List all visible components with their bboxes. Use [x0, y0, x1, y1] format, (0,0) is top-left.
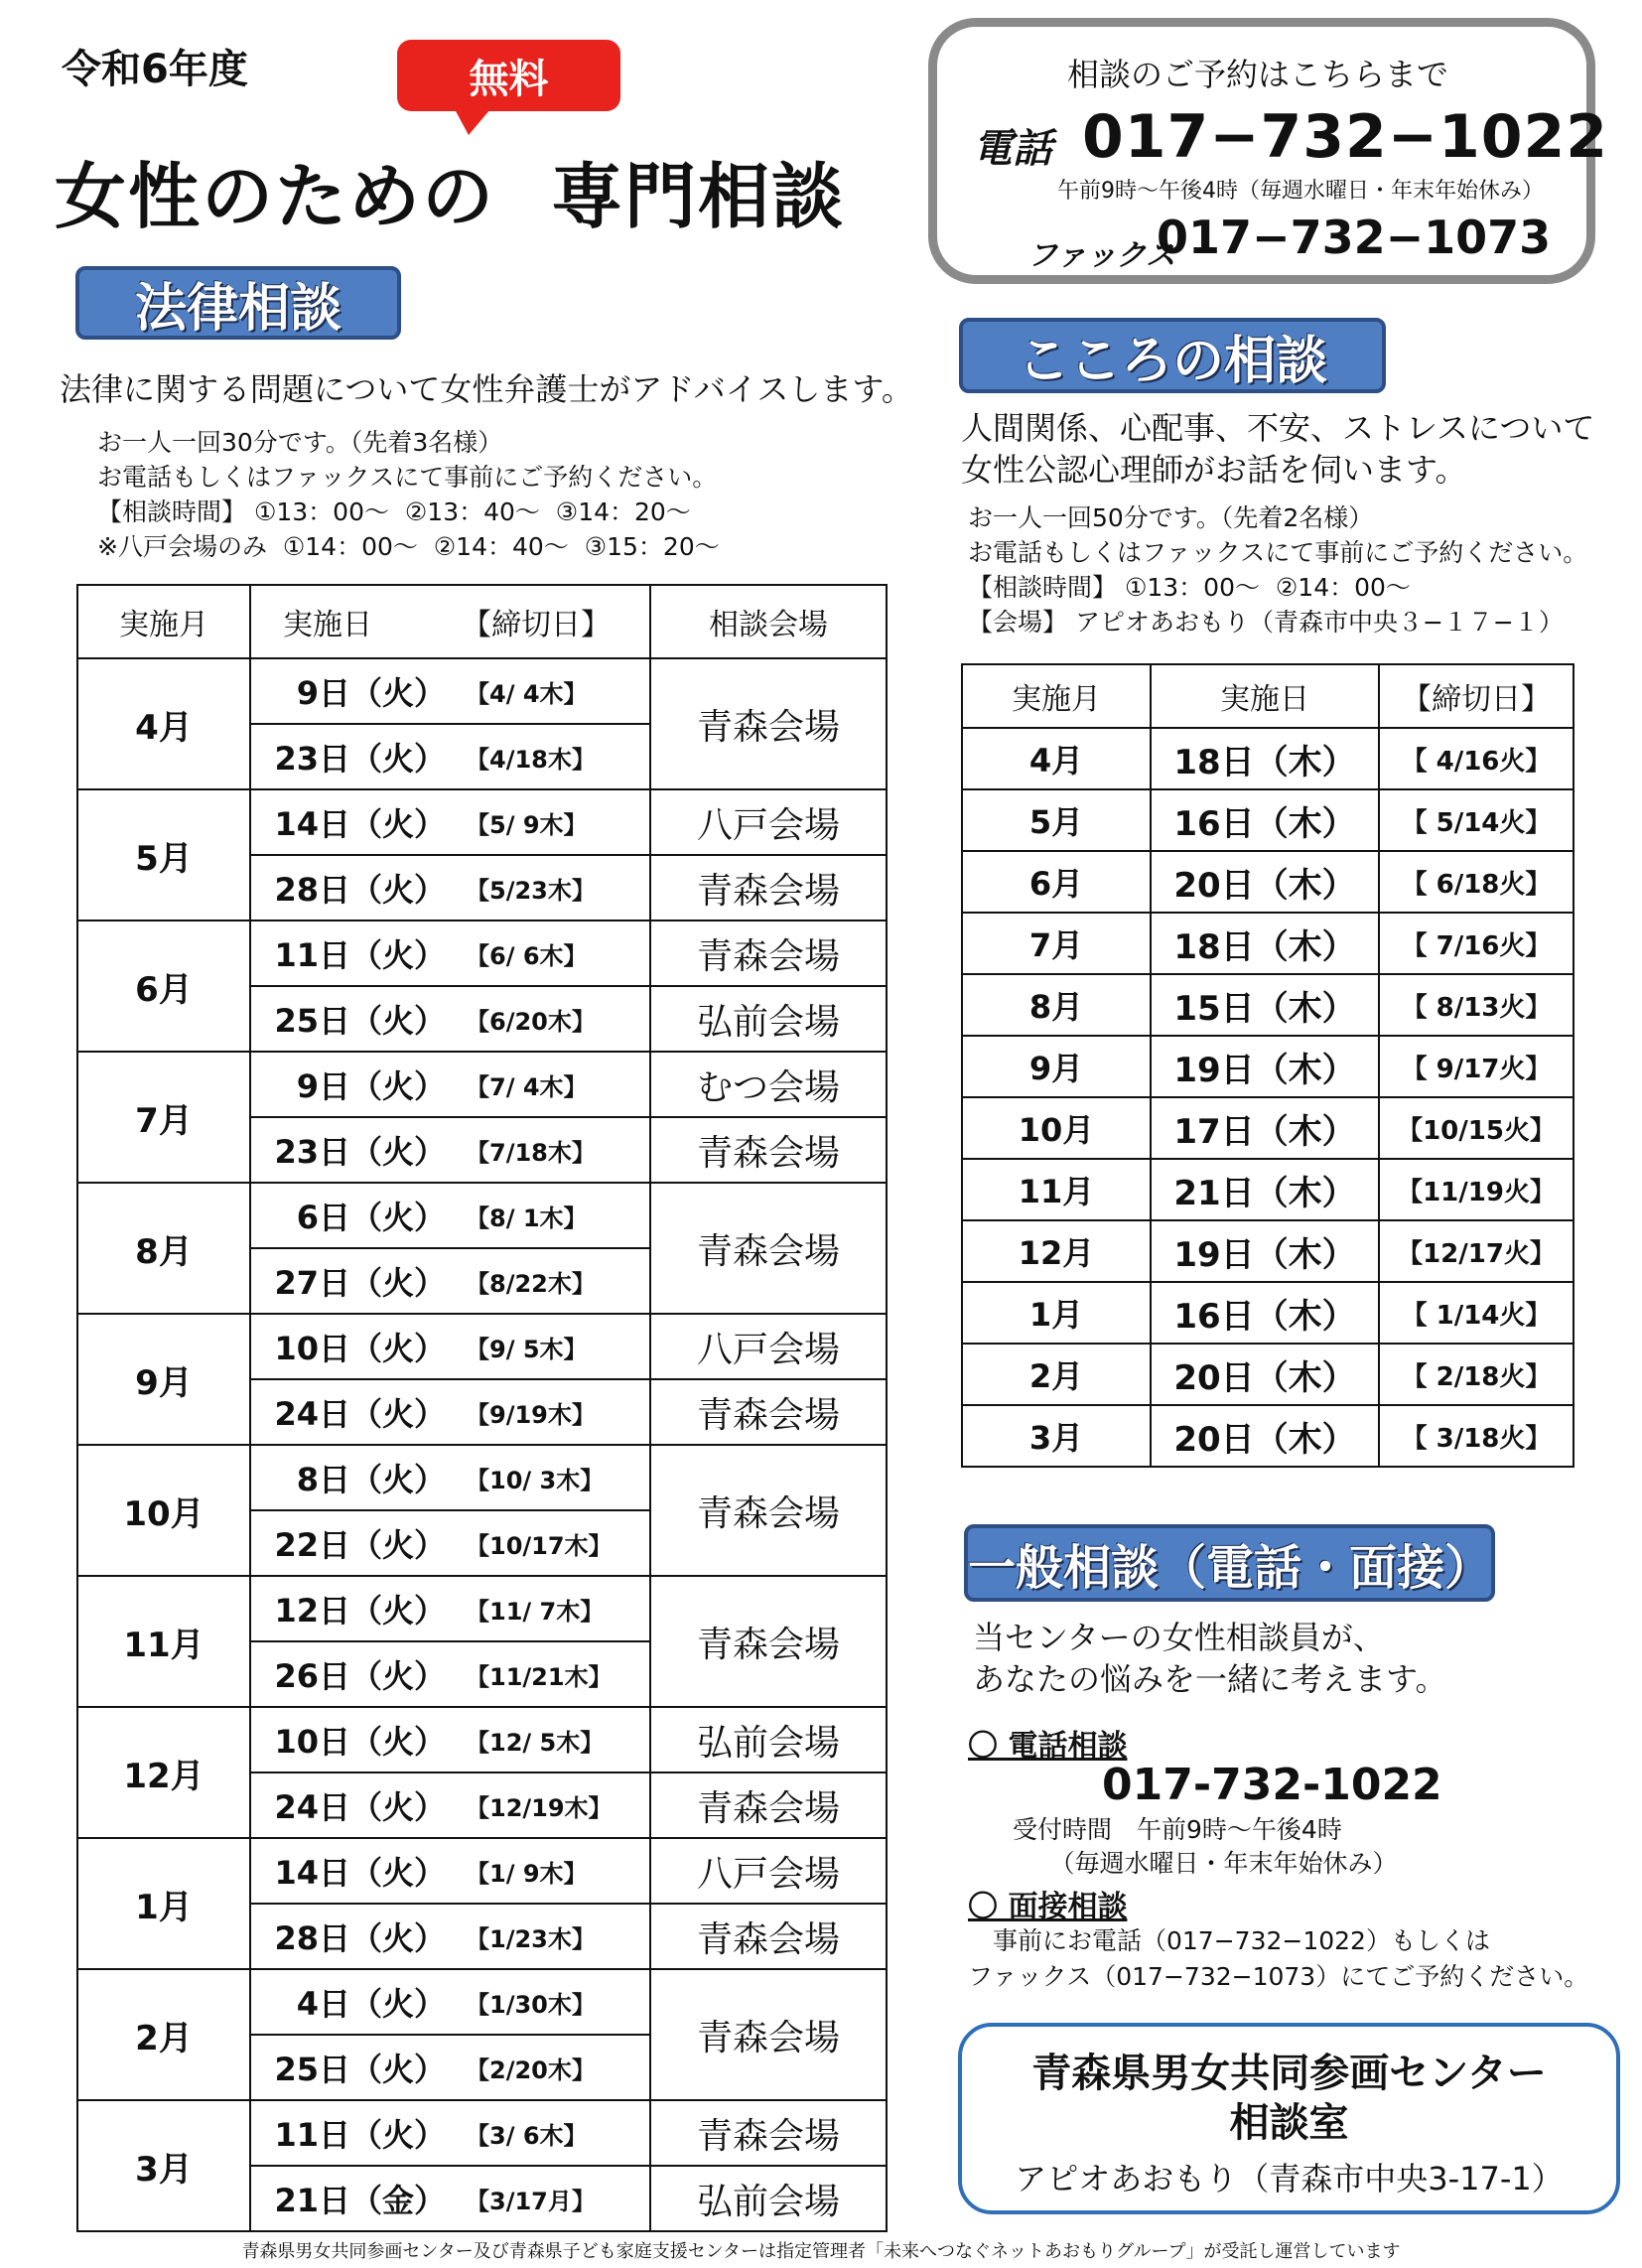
date-cell: 25日（火）	[250, 986, 452, 1052]
law-notes: お一人一回30分です。（先着3名様） お電話もしくはファックスにて事前にご予約ください。 【相談時間】 ①13：00〜 ②13：40〜 ③14：20〜 ※八戸会場のみ ①14：00〜 ②14：40〜 ③15：20〜	[97, 428, 720, 561]
deadline-cell: 【 7/16火】	[1379, 913, 1574, 974]
mind-section-badge: こころの相談	[959, 318, 1386, 393]
deadline-cell: 【8/ 1木】	[452, 1183, 650, 1248]
header-date: 実施日	[1151, 664, 1379, 728]
date-cell: 28日（火）	[250, 1904, 452, 1969]
venue-cell: 青森会場	[650, 1576, 887, 1707]
deadline-cell: 【5/23木】	[452, 855, 650, 921]
deadline-cell: 【 9/17火】	[1379, 1036, 1574, 1097]
deadline-cell: 【11/19火】	[1379, 1159, 1574, 1220]
deadline-cell: 【2/20木】	[452, 2035, 650, 2100]
mind-schedule-table	[961, 663, 1574, 1468]
month-cell: 10月	[77, 1445, 250, 1576]
deadline-cell: 【10/15火】	[1379, 1097, 1574, 1159]
phone-consult-hours: 受付時間 午前9時〜午後4時 （毎週水曜日・年末年始休み）	[1013, 1815, 1398, 1878]
header-date: 実施日	[250, 585, 452, 658]
month-cell: 3月	[77, 2100, 250, 2231]
venue-cell: むつ会場	[650, 1052, 887, 1117]
venue-cell: 青森会場	[650, 1117, 887, 1183]
deadline-cell: 【1/30木】	[452, 1969, 650, 2035]
table-row	[962, 1344, 1574, 1405]
tel-number[interactable]: 017−732−1022	[1082, 102, 1609, 172]
venue-cell: 青森会場	[650, 1969, 887, 2100]
law-schedule-table	[76, 584, 888, 2232]
deadline-cell: 【7/18木】	[452, 1117, 650, 1183]
month-cell: 1月	[962, 1282, 1151, 1344]
deadline-cell: 【1/23木】	[452, 1904, 650, 1969]
general-intro: 当センターの女性相談員が、 あなたの悩みを一緒に考えます。	[973, 1619, 1447, 1698]
year-label: 令和6年度	[62, 47, 248, 92]
deadline-cell: 【 6/18火】	[1379, 851, 1574, 913]
deadline-cell: 【12/ 5木】	[452, 1707, 650, 1772]
date-cell: 20日（木）	[1151, 851, 1379, 913]
deadline-cell: 【 8/13火】	[1379, 974, 1574, 1036]
month-cell: 12月	[77, 1707, 250, 1838]
table-row	[962, 1159, 1574, 1220]
month-cell: 4月	[962, 728, 1151, 789]
fax-number[interactable]: 017−732−1073	[1157, 211, 1552, 264]
tel-hours: 午前9時〜午後4時（毎週水曜日・年末年始休み）	[1057, 179, 1544, 204]
deadline-cell: 【6/20木】	[452, 986, 650, 1052]
date-cell: 8日（火）	[250, 1445, 452, 1510]
deadline-cell: 【11/21木】	[452, 1641, 650, 1707]
deadline-cell: 【 3/18火】	[1379, 1405, 1574, 1467]
venue-cell: 弘前会場	[650, 986, 887, 1052]
table-row	[962, 1097, 1574, 1159]
deadline-cell: 【10/ 3木】	[452, 1445, 650, 1510]
month-cell: 11月	[77, 1576, 250, 1707]
free-badge	[397, 40, 620, 111]
deadline-cell: 【6/ 6木】	[452, 921, 650, 986]
month-cell: 6月	[77, 921, 250, 1052]
table-row	[77, 1445, 887, 1510]
table-row	[77, 1838, 887, 1904]
tel-label: 電話	[973, 126, 1052, 172]
date-cell: 9日（火）	[250, 1052, 452, 1117]
venue-cell: 青森会場	[650, 2100, 887, 2166]
venue-cell: 八戸会場	[650, 789, 887, 855]
header-month: 実施月	[77, 585, 250, 658]
date-cell: 15日（木）	[1151, 974, 1379, 1036]
date-cell: 28日（火）	[250, 855, 452, 921]
law-intro: 法律に関する問題について女性弁護士がアドバイスします。	[60, 370, 913, 408]
month-cell: 3月	[962, 1405, 1151, 1467]
date-cell: 14日（火）	[250, 789, 452, 855]
venue-cell: 青森会場	[650, 1183, 887, 1314]
date-cell: 11日（火）	[250, 2100, 452, 2166]
venue-cell: 青森会場	[650, 1445, 887, 1576]
venue-cell: 弘前会場	[650, 2166, 887, 2231]
date-cell: 6日（火）	[250, 1183, 452, 1248]
deadline-cell: 【9/19木】	[452, 1379, 650, 1445]
phone-consult-heading: 〇 電話相談	[968, 1729, 1128, 1764]
date-cell: 18日（木）	[1151, 913, 1379, 974]
venue-cell: 八戸会場	[650, 1838, 887, 1904]
table-row	[77, 1052, 887, 1117]
venue-cell: 青森会場	[650, 1904, 887, 1969]
deadline-cell: 【5/ 9木】	[452, 789, 650, 855]
header-deadline: 【締切日】	[452, 585, 650, 658]
month-cell: 5月	[77, 789, 250, 921]
month-cell: 2月	[77, 1969, 250, 2100]
month-cell: 9月	[962, 1036, 1151, 1097]
table-row	[962, 1282, 1574, 1344]
table-row	[962, 974, 1574, 1036]
month-cell: 11月	[962, 1159, 1151, 1220]
table-row	[962, 851, 1574, 913]
date-cell: 23日（火）	[250, 724, 452, 789]
date-cell: 12日（火）	[250, 1576, 452, 1641]
footer-note: 青森県男女共同参画センター及び青森県子ども家庭支援センターは指定管理者「未来へつなぐネットあおもりグループ」が受託し運営しています	[241, 2241, 1401, 2262]
mind-notes: お一人一回50分です。（先着2名様） お電話もしくはファックスにて事前にご予約ください。 【相談時間】 ①13：00〜 ②14：00〜 【会場】 アピオあおもり（青森市中央３−１７−１）	[968, 503, 1588, 637]
table-row	[962, 1405, 1574, 1467]
date-cell: 17日（木）	[1151, 1097, 1379, 1159]
venue-cell: 八戸会場	[650, 1314, 887, 1379]
deadline-cell: 【10/17木】	[452, 1510, 650, 1576]
date-cell: 27日（火）	[250, 1248, 452, 1314]
table-row	[77, 658, 887, 724]
table-row	[77, 1183, 887, 1248]
date-cell: 16日（木）	[1151, 789, 1379, 851]
month-cell: 7月	[962, 913, 1151, 974]
table-header-row	[962, 664, 1574, 728]
date-cell: 21日（金）	[250, 2166, 452, 2231]
month-cell: 8月	[962, 974, 1151, 1036]
deadline-cell: 【 2/18火】	[1379, 1344, 1574, 1405]
deadline-cell: 【7/ 4木】	[452, 1052, 650, 1117]
center-address: アピオあおもり（青森市中央3-17-1）	[1015, 2160, 1564, 2197]
deadline-cell: 【8/22木】	[452, 1248, 650, 1314]
table-row	[962, 789, 1574, 851]
venue-cell: 青森会場	[650, 921, 887, 986]
date-cell: 19日（木）	[1151, 1220, 1379, 1282]
month-cell: 2月	[962, 1344, 1151, 1405]
venue-cell: 弘前会場	[650, 1707, 887, 1772]
table-row	[77, 921, 887, 986]
table-row	[77, 1576, 887, 1641]
deadline-cell: 【12/19木】	[452, 1772, 650, 1838]
deadline-cell: 【4/18木】	[452, 724, 650, 789]
free-badge-text: 無料	[469, 56, 549, 102]
visit-consult-text: 事前にお電話（017−732−1022）もしくは ファックス（017−732−1073）にてご予約ください。	[968, 1926, 1589, 1991]
venue-cell: 青森会場	[650, 1772, 887, 1838]
phone-consult-number[interactable]: 017-732-1022	[1102, 1760, 1442, 1810]
date-cell: 11日（火）	[250, 921, 452, 986]
date-cell: 24日（火）	[250, 1772, 452, 1838]
deadline-cell: 【 5/14火】	[1379, 789, 1574, 851]
date-cell: 10日（火）	[250, 1314, 452, 1379]
date-cell: 10日（火）	[250, 1707, 452, 1772]
deadline-cell: 【 1/14火】	[1379, 1282, 1574, 1344]
general-section-badge: 一般相談（電話・面接）	[964, 1524, 1495, 1602]
fax-label: ファックス	[1027, 238, 1176, 273]
month-cell: 1月	[77, 1838, 250, 1969]
deadline-cell: 【1/ 9木】	[452, 1838, 650, 1904]
header-venue: 相談会場	[650, 585, 887, 658]
month-cell: 10月	[962, 1097, 1151, 1159]
header-month: 実施月	[962, 664, 1151, 728]
month-cell: 12月	[962, 1220, 1151, 1282]
date-cell: 26日（火）	[250, 1641, 452, 1707]
deadline-cell: 【11/ 7木】	[452, 1576, 650, 1641]
deadline-cell: 【3/17月】	[452, 2166, 650, 2231]
mind-intro: 人間関係、心配事、不安、ストレスについて 女性公認心理師がお話を伺います。	[961, 409, 1595, 489]
month-cell: 8月	[77, 1183, 250, 1314]
month-cell: 9月	[77, 1314, 250, 1445]
deadline-cell: 【9/ 5木】	[452, 1314, 650, 1379]
date-cell: 18日（木）	[1151, 728, 1379, 789]
date-cell: 21日（木）	[1151, 1159, 1379, 1220]
date-cell: 20日（木）	[1151, 1405, 1379, 1467]
law-section-badge: 法律相談	[75, 266, 401, 340]
date-cell: 25日（火）	[250, 2035, 452, 2100]
date-cell: 16日（木）	[1151, 1282, 1379, 1344]
date-cell: 22日（火）	[250, 1510, 452, 1576]
month-cell: 7月	[77, 1052, 250, 1183]
date-cell: 20日（木）	[1151, 1344, 1379, 1405]
month-cell: 4月	[77, 658, 250, 789]
date-cell: 9日（火）	[250, 658, 452, 724]
deadline-cell: 【4/ 4木】	[452, 658, 650, 724]
visit-consult-heading: 〇 面接相談	[968, 1890, 1128, 1924]
center-name: 青森県男女共同参画センター 相談室	[1031, 2051, 1547, 2146]
table-row	[962, 1220, 1574, 1282]
page-title	[55, 139, 845, 242]
deadline-cell: 【3/ 6木】	[452, 2100, 650, 2166]
title-part2: 専門相談	[551, 155, 846, 238]
month-cell: 5月	[962, 789, 1151, 851]
venue-cell: 青森会場	[650, 855, 887, 921]
table-row	[77, 789, 887, 855]
date-cell: 4日（火）	[250, 1969, 452, 2035]
venue-cell: 青森会場	[650, 1379, 887, 1445]
deadline-cell: 【 4/16火】	[1379, 728, 1574, 789]
month-cell: 6月	[962, 851, 1151, 913]
table-header-row	[77, 585, 887, 658]
center-info-box	[958, 2023, 1620, 2214]
header-deadline: 【締切日】	[1379, 664, 1574, 728]
table-row	[962, 1036, 1574, 1097]
table-row	[77, 1969, 887, 2035]
date-cell: 14日（火）	[250, 1838, 452, 1904]
contact-heading: 相談のご予約はこちらまで	[1067, 56, 1449, 93]
table-row	[962, 728, 1574, 789]
title-part1: 女性のための	[55, 155, 496, 238]
venue-cell: 青森会場	[650, 658, 887, 789]
date-cell: 24日（火）	[250, 1379, 452, 1445]
table-row	[77, 1707, 887, 1772]
table-row	[77, 1314, 887, 1379]
deadline-cell: 【12/17火】	[1379, 1220, 1574, 1282]
table-row	[962, 913, 1574, 974]
table-row	[77, 2100, 887, 2166]
date-cell: 23日（火）	[250, 1117, 452, 1183]
date-cell: 19日（木）	[1151, 1036, 1379, 1097]
